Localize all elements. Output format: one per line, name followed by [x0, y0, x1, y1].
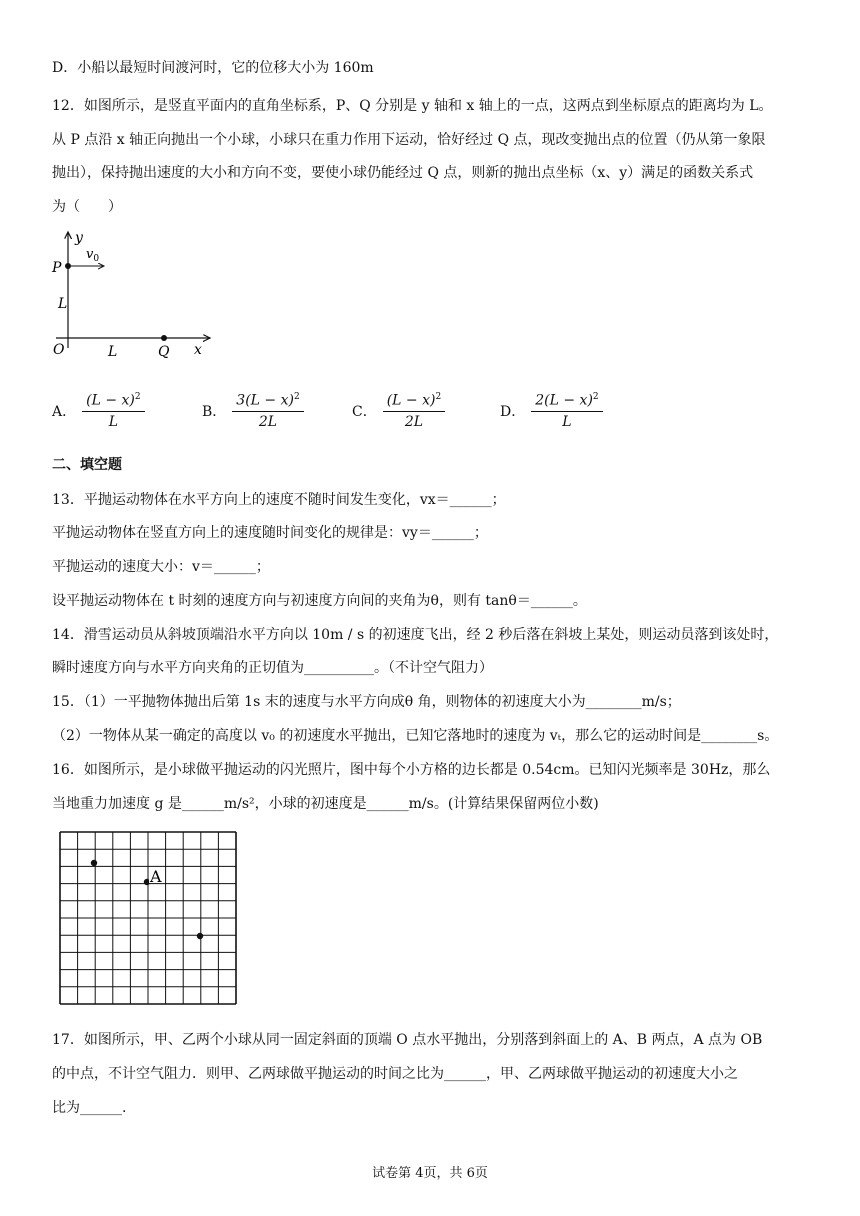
question-17-line-3: 比为______. [52, 1100, 127, 1116]
choice-b: B． $\frac{3(L - x)^2}{2L}$ [202, 392, 304, 430]
question-12-line-4: 为（ ） [52, 199, 122, 215]
flash-photo-grid [58, 830, 238, 1006]
point-a-label: A [150, 867, 162, 886]
question-14-line-2: 瞬时速度方向与水平方向夹角的正切值为__________。（不计空气阻力） [52, 660, 493, 676]
choice-a: A． $\frac{(L - x)^2}{L}$ [52, 392, 145, 430]
ball-position-1 [91, 860, 97, 866]
question-13-line-2: 平抛运动物体在竖直方向上的速度随时间变化的规律是：vy＝______； [52, 525, 488, 541]
question-16-line-1: 16．如图所示，是小球做平抛运动的闪光照片，图中每个小方格的边长都是 0.54cm。已知闪光频率是 30Hz，那么 [52, 762, 771, 778]
choice-d: D． $\frac{2(L - x)^2}{L}$ [500, 392, 603, 430]
p-label: P [52, 260, 62, 276]
question-16-line-2: 当地重力加速度 g 是______m/s²，小球的初速度是______m/s。(计算结果保留两位小数) [52, 796, 599, 812]
page-footer: 试卷第 4页，共 6页 [372, 1166, 488, 1181]
question-17-line-2: 的中点，不计空气阻力．则甲、乙两球做平抛运动的时间之比为______，甲、乙两球做平抛运动的初速度大小之 [52, 1066, 738, 1082]
question-13-line-3: 平抛运动的速度大小：v＝______； [52, 559, 270, 575]
x-axis-label: x [194, 342, 202, 358]
v0-label: $v_0$ [86, 247, 100, 264]
question-12-line-3: 抛出），保持抛出速度的大小和方向不变，要使小球仍能经过 Q 点，则新的抛出点坐标（x、y）满足的函数关系式 [52, 165, 754, 181]
question-12-line-1: 12．如图所示，是竖直平面内的直角坐标系，P、Q 分别是 y 轴和 x 轴上的一点，这两点到坐标原点的距离均为 L。 [52, 98, 773, 114]
choice-c: C． $\frac{(L - x)^2}{2L}$ [352, 392, 445, 430]
l-horizontal-label: L [108, 344, 118, 360]
question-15-part-2: （2）一物体从某一确定的高度以 v₀ 的初速度水平抛出，已知它落地时的速度为 vₜ，那么它的运动时间是________s。 [52, 728, 779, 744]
question-17-line-1: 17．如图所示，甲、乙两个小球从同一固定斜面的顶端 O 点水平抛出，分别落到斜面上的 A、B 两点，A 点为 OB [52, 1032, 763, 1048]
question-15-part-1: 15．（1）一平抛物体抛出后第 1s 末的速度与水平方向成θ 角，则物体的初速度大小为________m/s； [52, 694, 681, 710]
o-label: O [53, 342, 65, 358]
l-vertical-label: L [58, 296, 68, 312]
option-d-q11: D．小船以最短时间渡河时，它的位移大小为 160m [52, 60, 374, 76]
coordinate-figure-q12 [48, 228, 218, 364]
question-14-line-1: 14．滑雪运动员从斜坡顶端沿水平方向以 10m / s 的初速度飞出，经 2 秒后落在斜坡上某处，则运动员落到该处时， [52, 627, 779, 643]
q-label: Q [158, 344, 170, 360]
question-13-line-4: 设平抛运动物体在 t 时刻的速度方向与初速度方向间的夹角为θ，则有 tanθ＝______。 [52, 593, 587, 609]
question-12-line-2: 从 P 点沿 x 轴正向抛出一个小球，小球只在重力作用下运动，恰好经过 Q 点，现改变抛出点的位置（仍从第一象限 [52, 132, 766, 148]
y-axis-label: y [75, 230, 83, 246]
ball-position-3 [197, 933, 203, 939]
section-title: 二、填空题 [52, 457, 122, 473]
question-13-line-1: 13．平抛运动物体在水平方向上的速度不随时间发生变化，vx＝______； [52, 492, 506, 508]
